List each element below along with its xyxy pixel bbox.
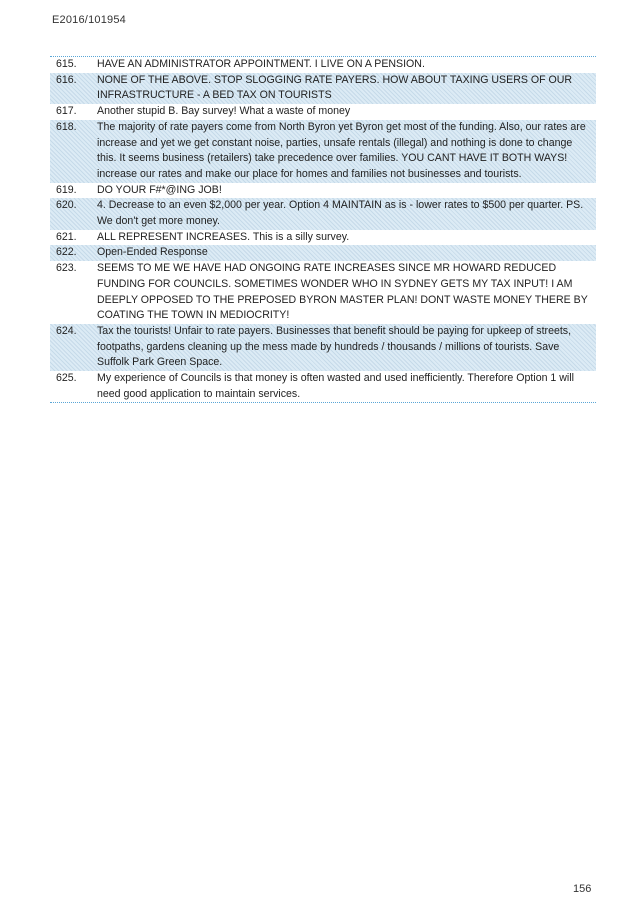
response-text: DO YOUR F#*@ING JOB! — [97, 183, 222, 196]
response-text: My experience of Councils is that money is often wasted and used inefficiently. Therefore Option 1 will need good application to maintain services. — [97, 372, 574, 400]
response-number: 621. — [56, 230, 77, 243]
response-number: 617. — [56, 105, 77, 118]
response-text: ALL REPRESENT INCREASES. This is a silly survey. — [97, 230, 350, 243]
responses-list — [50, 56, 596, 403]
response-row — [50, 120, 596, 183]
response-row — [50, 230, 596, 246]
document-reference: E2016/101954 — [52, 14, 126, 26]
response-row — [50, 104, 596, 120]
response-text: HAVE AN ADMINISTRATOR APPOINTMENT. I LIVE ON A PENSION. — [97, 58, 425, 70]
response-text: Tax the tourists! Unfair to rate payers. Businesses that benefit should be paying for upkeep of streets, footpaths, gardens cleaning up the mess made by hundreds / thousands / millions of tourists. Save Suffolk Park Green Space. — [97, 324, 572, 369]
response-number: 619. — [56, 183, 77, 196]
response-row — [50, 261, 596, 324]
response-number: 622. — [56, 246, 77, 259]
response-row — [50, 324, 596, 371]
response-row — [50, 371, 596, 402]
response-number: 615. — [56, 58, 77, 70]
response-number: 624. — [56, 324, 77, 337]
response-text: The majority of rate payers come from North Byron yet Byron get most of the funding. Also, our rates are increase and yet we get constant noise, parties, unsafe rentals (illegal) and nothing is done to change this. It seems business (retailers) take precedence over families. YOU CANT HAVE IT BOTH WAYS! increase our rates and make our place for homes and families not businesses and tourists. — [97, 120, 586, 180]
response-number: 623. — [56, 262, 77, 275]
response-row — [50, 73, 596, 104]
response-number: 618. — [56, 120, 77, 133]
response-row — [50, 245, 596, 261]
response-number: 625. — [56, 372, 77, 385]
response-number: 616. — [56, 73, 77, 86]
page-number: 156 — [573, 883, 592, 895]
response-text: 4. Decrease to an even $2,000 per year. Option 4 MAINTAIN as is - lower rates to $500 per quarter. PS. We don't get more money. — [97, 199, 584, 228]
response-row — [50, 183, 596, 199]
response-text: SEEMS TO ME WE HAVE HAD ONGOING RATE INCREASES SINCE MR HOWARD REDUCED FUNDING FOR COUNCILS. SOMETIMES WONDER WHO IN SYDNEY GETS MY TAX INPUT! I AM DEEPLY OPPOSED TO THE PREPOSED BYRON MASTER PLAN! DONT WASTE MONEY THERE BY COATING THE TOWN IN MEDIOCRITY! — [97, 262, 588, 322]
response-text: NONE OF THE ABOVE. STOP SLOGGING RATE PAYERS. HOW ABOUT TAXING USERS OF OUR INFRASTRUCTURE - A BED TAX ON TOURISTS — [97, 73, 573, 102]
response-text: Another stupid B. Bay survey! What a waste of money — [97, 105, 351, 118]
response-number: 620. — [56, 199, 77, 212]
response-row — [50, 198, 596, 229]
response-row — [50, 57, 596, 73]
response-text: Open-Ended Response — [97, 246, 208, 259]
